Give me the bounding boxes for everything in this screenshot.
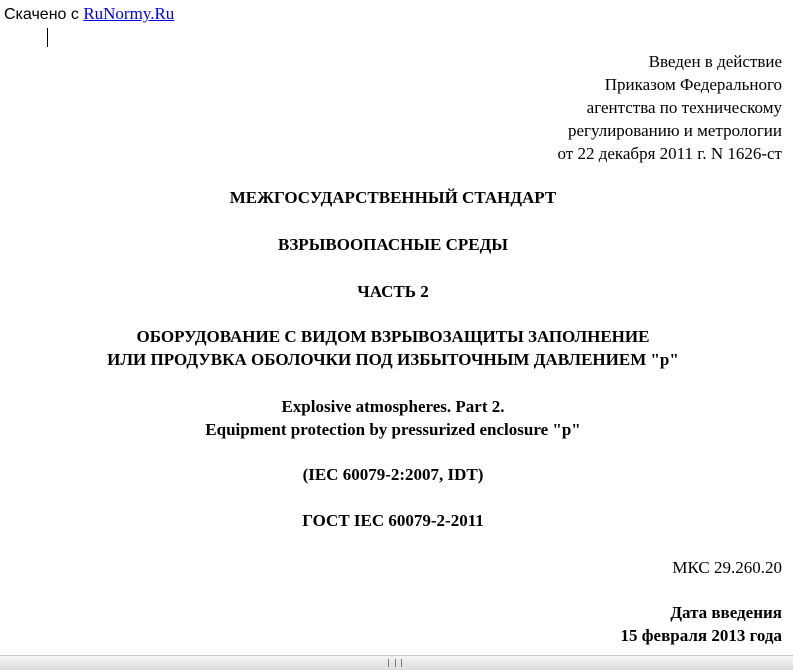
english-title-line-1: Explosive atmospheres. Part 2.	[281, 397, 505, 416]
introduction-date: 15 февраля 2013 года	[620, 626, 782, 645]
subject-heading: ВЗРЫВООПАСНЫЕ СРЕДЫ	[278, 235, 508, 254]
source-prefix: Скачено с	[4, 6, 84, 23]
standard-type-heading: МЕЖГОСУДАРСТВЕННЫЙ СТАНДАРТ	[229, 188, 557, 207]
iec-reference: (IEC 60079-2:2007, IDT)	[302, 465, 484, 484]
horizontal-scrollbar[interactable]	[0, 655, 793, 670]
part-heading: ЧАСТЬ 2	[357, 282, 429, 301]
enactment-line: Введен в действие	[648, 52, 782, 71]
text-cursor	[47, 28, 48, 47]
gost-number: ГОСТ IEC 60079-2-2011	[302, 511, 484, 530]
standard-name-line-2: ИЛИ ПРОДУВКА ОБОЛОЧКИ ПОД ИЗБЫТОЧНЫМ ДАВЛЕНИЕМ "p"	[107, 350, 679, 369]
mks-code: МКС 29.260.20	[672, 558, 782, 577]
source-line	[4, 4, 174, 25]
scrollbar-grip-icon[interactable]	[388, 658, 402, 668]
introduction-label: Дата введения	[670, 603, 782, 622]
enactment-line: агентства по техническому	[586, 98, 782, 117]
enactment-line: регулированию и метрологии	[567, 121, 782, 140]
english-title-line-2: Equipment protection by pressurized enclosure "p"	[205, 420, 581, 439]
enactment-line: Приказом Федерального	[604, 75, 782, 94]
standard-name-line-1: ОБОРУДОВАНИЕ С ВИДОМ ВЗРЫВОЗАЩИТЫ ЗАПОЛНЕНИЕ	[136, 327, 650, 346]
enactment-line: от 22 декабря 2011 г. N 1626-ст	[557, 144, 782, 163]
enactment-block	[557, 50, 782, 165]
source-link[interactable]: RuNormy.Ru	[83, 4, 175, 23]
